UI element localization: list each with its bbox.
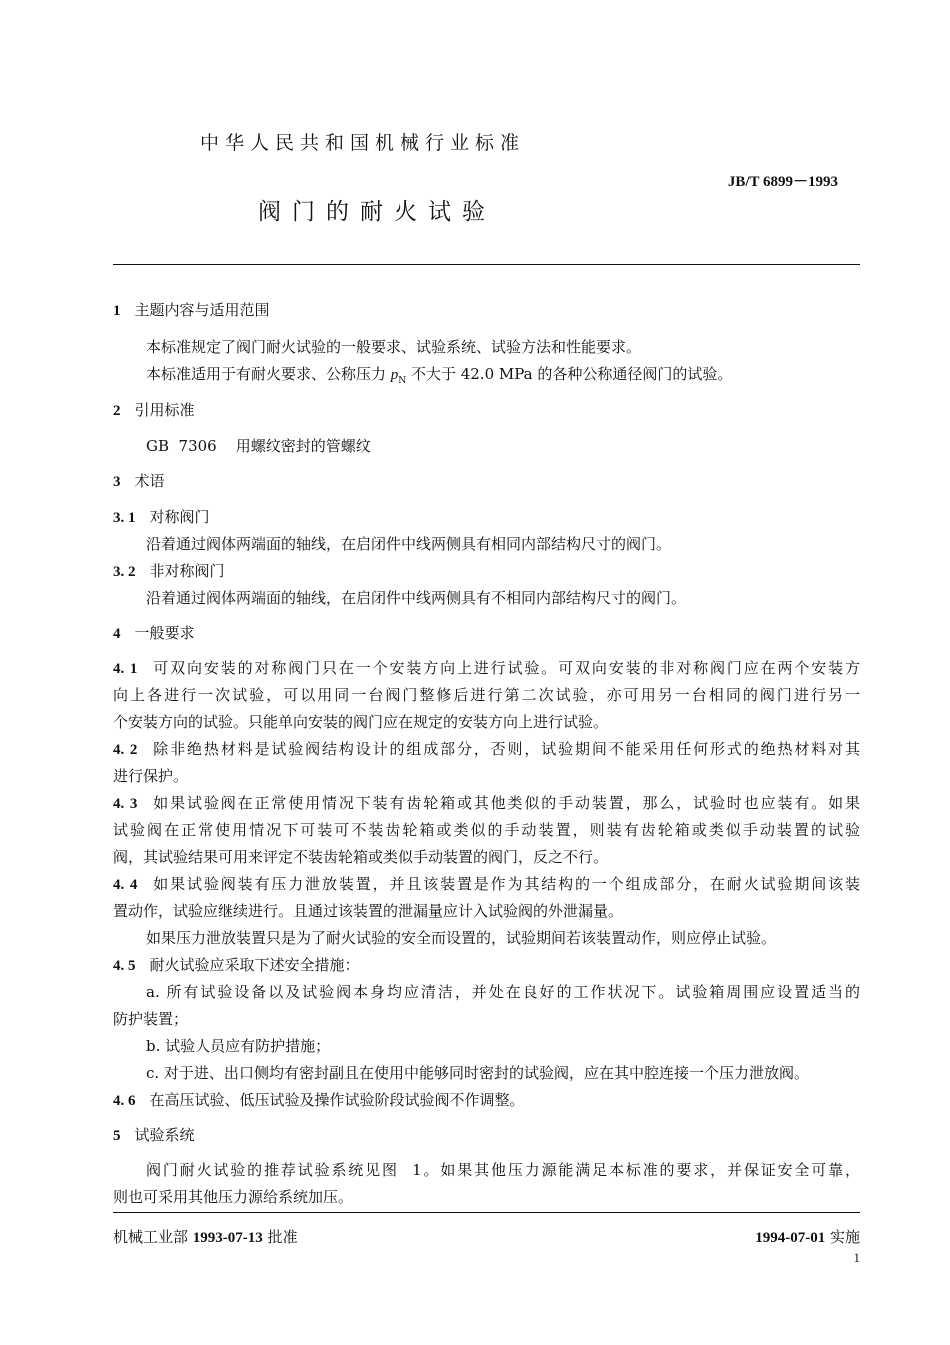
section-3-2-paragraph: 沿着通过阀体两端面的轴线，在启闭件中线两侧具有不相同内部结构尺寸的阀门。 bbox=[146, 589, 687, 607]
section-5-paragraph-line-2: 则也可采用其他压力源给系统加压。 bbox=[113, 1188, 354, 1206]
section-4-1-line-3: 个安装方向的试验。只能单向安装的阀门应在规定的安装方向上进行试验。 bbox=[113, 713, 609, 731]
document-title: 阀门的耐火试验 bbox=[258, 199, 496, 225]
page-number: 1 bbox=[853, 1250, 860, 1265]
section-4-3-line-1: 4. 3 如果试验阀在正常使用情况下装有齿轮箱或其他类似的手动装置，那么，试验时也应装有。如果 bbox=[113, 794, 860, 812]
section-5-paragraph-line-1: 阀门耐火试验的推荐试验系统见图 1。如果其他压力源能满足本标准的要求，并保证安全可靠， bbox=[146, 1161, 860, 1179]
section-4-5-item-a-line-2: 防护装置； bbox=[113, 1010, 189, 1028]
section-2-reference: GB 7306 用螺纹密封的管螺纹 bbox=[146, 437, 371, 455]
section-4-1-line-1: 4. 1 可双向安装的对称阀门只在一个安装方向上进行试验。可双向安装的非对称阀门应在两个安装方 bbox=[113, 659, 860, 677]
section-5-heading: 5 试验系统 bbox=[113, 1126, 195, 1144]
section-4-4-line-2: 置动作，试验应继续进行。且通过该装置的泄漏量应计入试验阀的外泄漏量。 bbox=[113, 902, 624, 920]
section-4-2-line-2: 进行保护。 bbox=[113, 767, 189, 785]
section-4-5-heading: 4. 5 耐火试验应采取下述安全措施： bbox=[113, 956, 360, 974]
section-1-paragraph-2: 本标准适用于有耐火要求、公称压力 $p_N$ 不大于 42.0 MPa 的各种公称通径阀门的试验。 bbox=[146, 365, 733, 386]
section-3-1-heading: 3. 1 对称阀门 bbox=[113, 508, 210, 526]
section-4-3-line-3: 阀，其试验结果可用来评定不装齿轮箱或类似手动装置的阀门，反之不行。 bbox=[113, 848, 609, 866]
effective-info bbox=[755, 1226, 860, 1247]
section-1-heading: 1 主题内容与适用范围 bbox=[113, 301, 270, 319]
section-4-2-line-1: 4. 2 除非绝热材料是试验阀结构设计的组成部分，否则，试验期间不能采用任何形式的绝热材料对其 bbox=[113, 740, 860, 758]
effective-date: 1994-07-01 bbox=[755, 1230, 826, 1246]
approve-label: 批准 bbox=[267, 1228, 298, 1246]
section-4-6: 4. 6 在高压试验、低压试验及操作试验阶段试验阀不作调整。 bbox=[113, 1091, 525, 1109]
section-4-4-line-1: 4. 4 如果试验阀装有压力泄放装置，并且该装置是作为其结构的一个组成部分，在耐火试验期间该装 bbox=[113, 875, 860, 893]
section-4-4-line-3: 如果压力泄放装置只是为了耐火试验的安全而设置的，试验期间若该装置动作，则应停止试验。 bbox=[146, 929, 777, 947]
section-2-heading: 2 引用标准 bbox=[113, 401, 195, 419]
approve-date: 1993-07-13 bbox=[192, 1230, 263, 1246]
section-4-5-item-a-line-1: a. 所有试验设备以及试验阀本身均应清洁，并处在良好的工作状况下。试验箱周围应设置适当的 bbox=[146, 983, 860, 1001]
org-title: 中华人民共和国机械行业标准 bbox=[200, 132, 526, 154]
issuer: 机械工业部 bbox=[113, 1228, 189, 1246]
section-4-heading: 4 一般要求 bbox=[113, 624, 195, 642]
section-4-3-line-2: 试验阀在正常使用情况下可装可不装齿轮箱或类似的手动装置，则装有齿轮箱或类似手动装置的试验 bbox=[113, 821, 860, 839]
section-4-5-item-b: b. 试验人员应有防护措施； bbox=[146, 1037, 331, 1055]
footer-divider bbox=[113, 1212, 860, 1213]
section-3-2-heading: 3. 2 非对称阀门 bbox=[113, 562, 225, 580]
section-4-5-item-c: c. 对于进、出口侧均有密封副且在使用中能够同时密封的试验阀，应在其中腔连接一个压力泄放阀。 bbox=[146, 1064, 809, 1082]
section-3-1-paragraph: 沿着通过阀体两端面的轴线，在启闭件中线两侧具有相同内部结构尺寸的阀门。 bbox=[146, 535, 672, 553]
header-divider bbox=[113, 264, 860, 265]
section-1-paragraph-1: 本标准规定了阀门耐火试验的一般要求、试验系统、试验方法和性能要求。 bbox=[146, 338, 642, 356]
section-3-heading: 3 术语 bbox=[113, 472, 165, 490]
effective-label: 实施 bbox=[829, 1228, 860, 1246]
section-4-1-line-2: 向上各进行一次试验，可以用同一台阀门整修后进行第二次试验，亦可用另一台相同的阀门进行另一 bbox=[113, 686, 860, 704]
standard-number: JB/T 6899－1993 bbox=[727, 174, 838, 190]
approval-info bbox=[113, 1226, 298, 1247]
